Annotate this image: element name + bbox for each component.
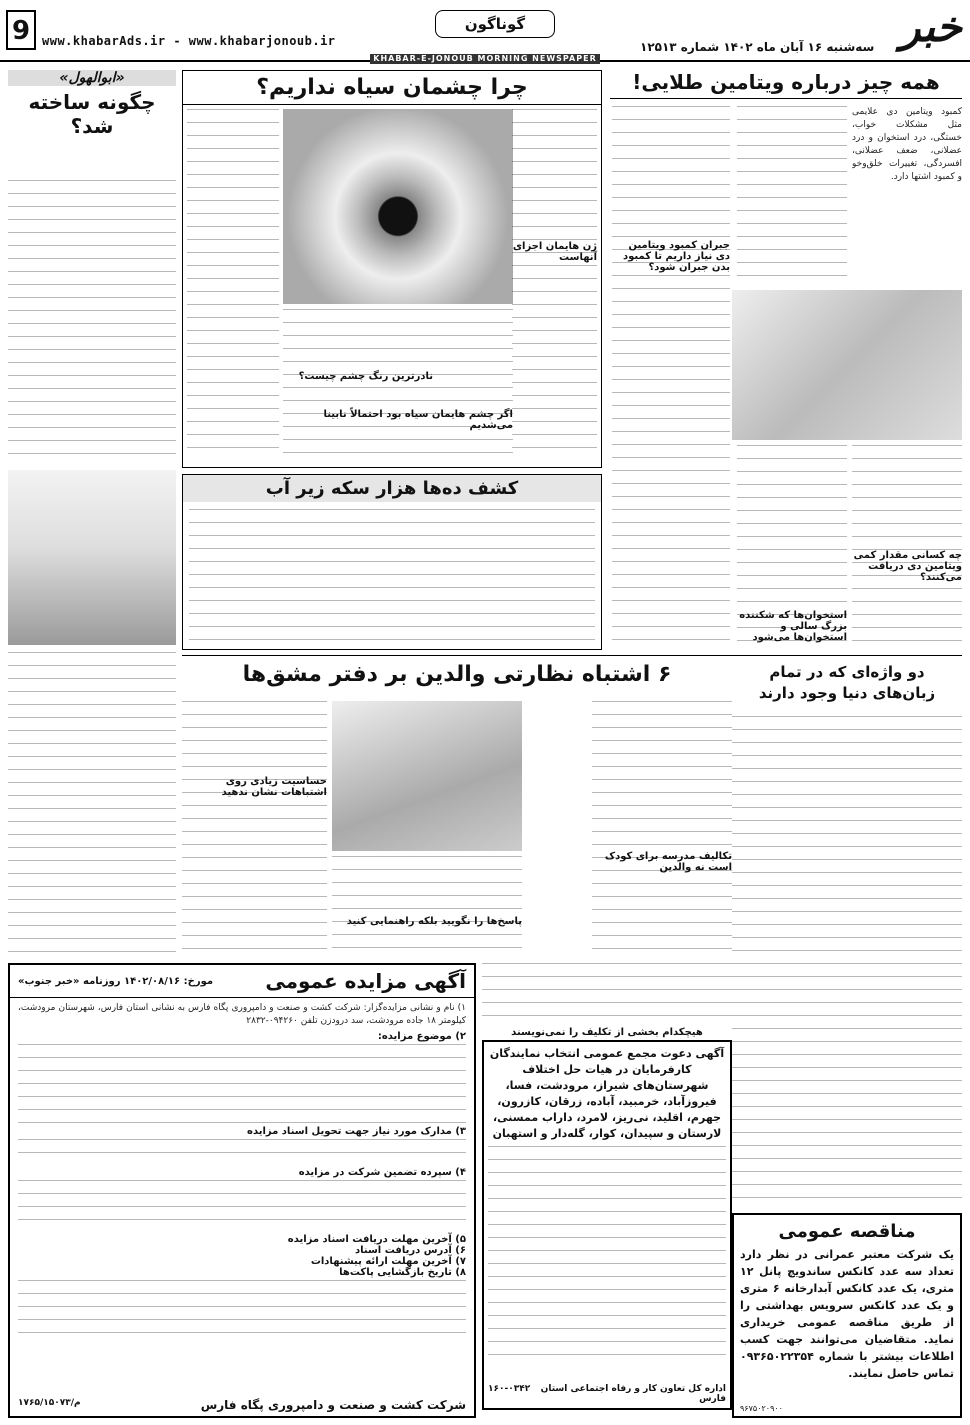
masthead xyxy=(0,0,970,62)
article-title: چگونه ساخته شد؟ xyxy=(28,90,156,138)
article-title: کشف ده‌ها هزار سکه زیر آب xyxy=(183,475,601,502)
newspaper-logo: خبر xyxy=(900,2,962,51)
assembly-column xyxy=(482,963,732,1418)
ad-body: یک شرکت معتبر عمرانی در نظر دارد تعداد سه عدد کانکس ساندویچ پانل ۱۲ متری، یک عدد کانکس آبدارخانه ۶ متری و یک عدد کانکس سرویس بهداشتی را از طریق مناقصه عمومی خریداری نماید. متقاضیان می‌توانند جهت کسب اطلاعات بیشتر با شماره ۰۹۳۶۵۰۲۲۳۵۴ تماس حاصل نمایند. xyxy=(740,1248,955,1381)
subheading: ژن هایمان اجزای آنهاست xyxy=(512,241,597,263)
parents-article xyxy=(182,655,732,960)
ad-body xyxy=(488,1146,726,1356)
subheading: اگر چشم هایمان سیاه بود احتمالاً نابینا می‌شدیم xyxy=(323,409,513,431)
parents-article-continued xyxy=(482,963,732,1025)
ad-body xyxy=(18,1280,466,1340)
announcement: هیچکدام بخشی از تکلیف را نمی‌نویسند xyxy=(511,1027,703,1038)
ad-body xyxy=(18,1139,466,1165)
article-title: همه چیز درباره ویتامین طلایی! xyxy=(610,70,962,99)
ad-code: ۱۷۶۵/م/۱۵۰۷۳ xyxy=(18,1398,81,1408)
article-lead: کمبود ویتامین دی علایمی مثل مشکلات خواب، خستگی، درد استخوان و درد عضلانی، ضعف عضلانی، افسردگی، تغییرات خلق‌وخو و کمبود اشتها دارد. xyxy=(852,107,962,183)
ad-title: آگهی مزایده عمومی xyxy=(265,969,466,993)
article-body xyxy=(8,180,176,465)
subheading: نادرترین رنگ چشم چیست؟ xyxy=(298,371,433,382)
ad-item: ۲) موضوع مزایده: xyxy=(377,1031,466,1043)
ad-item: ۴) سپرده تضمین شرکت در مزایده xyxy=(298,1167,466,1179)
ad-title: مناقصه عمومی xyxy=(778,1221,916,1242)
eye-photo xyxy=(283,109,513,304)
ad-item: ۵) آخرین مهلت دریافت اسناد مزایده xyxy=(287,1234,466,1246)
subheading: جبران کمبود ویتامین دی نیاز داریم تا کمبود بدن جبران شود؟ xyxy=(623,240,730,273)
ad-title: آگهی دعوت مجمع عمومی انتخاب نمایندگان کارفرمایان در هیات حل اختلاف شهرستان‌های شیراز، مرودشت، فسا، فیروزآباد، خرمبید، آباده، زرقان، کازرون، جهرم، اقلید، نی‌ریز، لامرد، داراب ممسنی، لارستان و سپیدان، کوار، گله‌دار و استهبان xyxy=(489,1047,725,1140)
article-body xyxy=(512,109,597,459)
website-link[interactable]: www.khabarAds.ir - www.khabarjonoub.ir xyxy=(42,34,336,48)
section-label: گوناگون xyxy=(435,10,555,38)
article-body xyxy=(737,106,847,286)
vitamin-capsules-photo xyxy=(732,290,962,440)
words-article xyxy=(732,655,962,1210)
coins-article xyxy=(182,474,602,650)
sphinx-photo xyxy=(8,470,176,645)
vitamin-article xyxy=(610,70,962,650)
subheading: چه کسانی مقدار کمی ویتامین دی دریافت می‌کنند؟ xyxy=(853,550,962,583)
article-kicker: «ابوالهول» xyxy=(8,70,176,86)
homework-photo xyxy=(332,701,522,851)
sphinx-article xyxy=(8,70,176,645)
ad-item: ۱) نام و نشانی مزایده‌گزار: شرکت کشت و صنعت و دامپروری پگاه فارس به نشانی استان فارس، شهرستان مرودشت، کیلومتر ۱۸ جاده مرودشت، سد درودزن تلفن ۰۹۴۲۶۰-۲۸۳۲ xyxy=(18,1003,466,1027)
tender-ad xyxy=(732,1213,962,1418)
article-title: ۶ اشتباه نظارتی والدین بر دفتر مشق‌ها xyxy=(242,662,672,687)
ad-item: ۸) تاریخ بازگشایی پاکت‌ها xyxy=(339,1267,466,1279)
ad-code: ۹۶۷۵۰۲۰۹۰۰ xyxy=(740,1404,783,1413)
ad-body xyxy=(18,1044,466,1124)
ad-item: ۷) آخرین مهلت ارائه پیشنهادات xyxy=(310,1256,466,1268)
ad-signature: اداره کل تعاون کار و رفاه اجتماعی استان فارس xyxy=(540,1384,726,1404)
ad-signature: شرکت کشت و صنعت و دامپروری پگاه فارس xyxy=(200,1398,466,1412)
page-number: 9 xyxy=(6,10,36,50)
article-body xyxy=(612,106,730,646)
article-title: چرا چشمان سیاه نداریم؟ xyxy=(183,71,601,105)
ad-item: ۳) مدارک مورد نیاز جهت تحویل اسناد مزایده xyxy=(247,1126,466,1138)
sphinx-article-continued xyxy=(8,652,176,957)
subheading: پاسخ‌ها را نگویید بلکه راهنمایی کنید xyxy=(346,916,522,927)
article-body xyxy=(283,309,513,459)
ad-date: مورخ: ۱۴۰۲/۰۸/۱۶ روزنامه «خبر جنوب» xyxy=(18,975,214,987)
ad-item: ۶) آدرس دریافت اسناد xyxy=(354,1245,466,1257)
article-body xyxy=(189,509,595,644)
subheading: تکالیف مدرسه برای کودک است نه والدین xyxy=(604,851,732,873)
issue-date: سه‌شنبه ۱۶ آبان ماه ۱۴۰۲ شماره ۱۲۵۱۳ xyxy=(640,40,875,54)
article-title: دو واژه‌ای که در تمام زبان‌های دنیا وجود دارند xyxy=(758,663,936,702)
assembly-ad xyxy=(482,1040,732,1410)
article-body xyxy=(187,109,279,459)
eyes-article xyxy=(182,70,602,468)
article-body xyxy=(732,716,962,1206)
subheading: حساسیت زیادی روی اشتباهات نشان ندهید xyxy=(221,776,327,798)
ad-body xyxy=(18,1180,466,1232)
subheading: استخوان‌ها که شکننده بزرگ سالی و استخوان‌ها می‌شود xyxy=(739,610,847,643)
article-body xyxy=(852,445,962,645)
ad-code: ۱۶۰-۰۳۴۲ xyxy=(488,1384,531,1394)
article-body xyxy=(182,701,327,956)
article-body xyxy=(332,856,522,956)
tagline: KHABAR-E-JONOUB MORNING NEWSPAPER xyxy=(370,54,600,64)
article-body xyxy=(592,701,732,956)
auction-ad xyxy=(8,963,476,1418)
